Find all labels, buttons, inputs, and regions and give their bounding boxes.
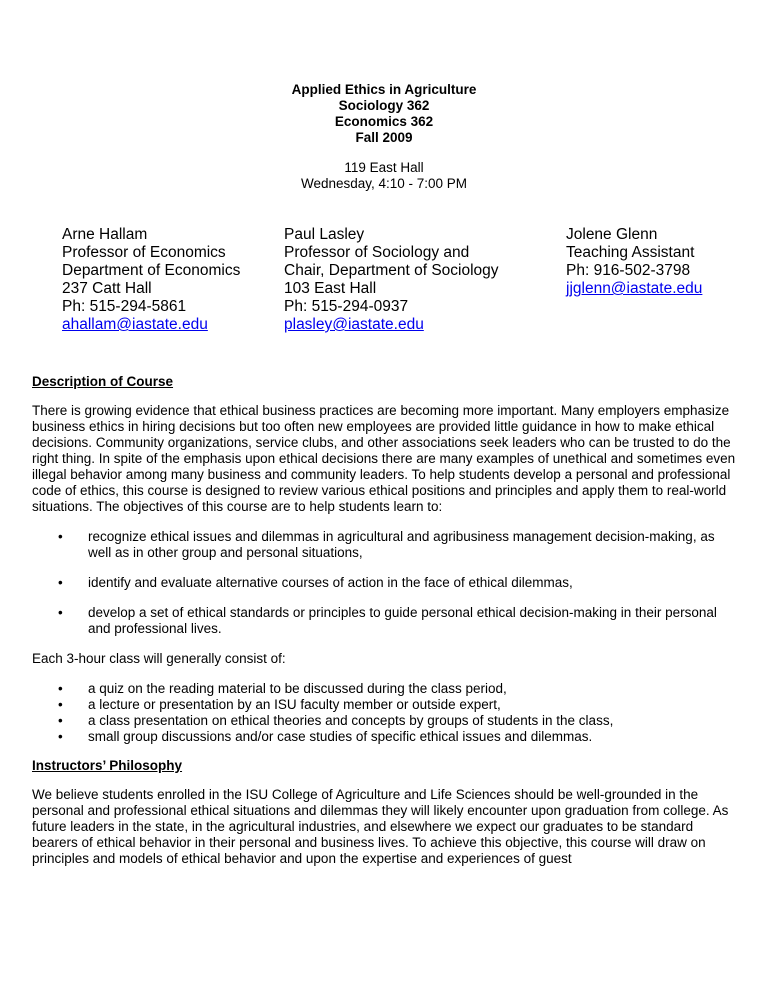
course-number-economics: Economics 362 (334, 114, 434, 129)
instructor-office: 237 Catt Hall (62, 280, 152, 297)
instructor-department: Chair, Department of Sociology (284, 262, 499, 279)
class-format-list (32, 681, 736, 745)
instructor-department: Department of Economics (62, 262, 241, 279)
syllabus-body (32, 374, 736, 867)
class-format-intro: Each 3-hour class will generally consist of: (32, 651, 286, 666)
instructor-name: Paul Lasley (284, 226, 365, 243)
list-item: • a class presentation on ethical theories and concepts by groups of students in the class, (32, 713, 736, 729)
list-item: • a quiz on the reading material to be discussed during the class period, (32, 681, 736, 697)
instructor-phone: Ph: 515-294-5861 (62, 298, 187, 315)
instructor-title: Professor of Sociology and (284, 244, 470, 261)
teaching-assistant-glenn (566, 226, 726, 298)
instructor-phone: Ph: 916-502-3798 (566, 262, 691, 279)
instructor-email-link[interactable]: plasley@iastate.edu (284, 316, 424, 333)
course-schedule: Wednesday, 4:10 - 7:00 PM (300, 176, 468, 191)
description-paragraph: There is growing evidence that ethical business practices are becoming more important. Many employers emphasize business ethics in hiring decisions but too often new employees are provided little guidance in how to make ethical decisions. Community organizations, service clubs, and other associations seek leaders who can be trusted to do the right thing. In spite of the emphasis upon ethical decisions there are many examples of unethical and sometimes even illegal behavior among many business and community leaders. To help students develop a personal and professional code of ethics, this course is designed to review various ethical positions and principles and apply them to real-world situations. The objectives of this course are to help students learn to: (32, 403, 736, 514)
course-room: 119 East Hall (344, 160, 424, 175)
instructor-hallam (62, 226, 262, 334)
course-term: Fall 2009 (355, 130, 413, 145)
objectives-list (32, 529, 736, 637)
description-heading: Description of Course (32, 374, 174, 389)
instructor-title: Teaching Assistant (566, 244, 695, 261)
list-item: • a lecture or presentation by an ISU faculty member or outside expert, (32, 697, 736, 713)
course-header (0, 82, 768, 192)
course-number-sociology: Sociology 362 (338, 98, 430, 113)
instructor-email-link[interactable]: jjglenn@iastate.edu (566, 280, 703, 297)
instructor-name: Jolene Glenn (566, 226, 658, 243)
course-title: Applied Ethics in Agriculture (291, 82, 477, 97)
list-item: • develop a set of ethical standards or principles to guide personal ethical decision-making in their personal and professional lives. (32, 605, 736, 637)
list-item: • identify and evaluate alternative courses of action in the face of ethical dilemmas, (32, 575, 736, 591)
list-item: • small group discussions and/or case studies of specific ethical issues and dilemmas. (32, 729, 736, 745)
instructor-office: 103 East Hall (284, 280, 377, 297)
list-item: • recognize ethical issues and dilemmas in agricultural and agribusiness management decision-making, as well as in other group and personal situations, (32, 529, 736, 561)
instructor-title: Professor of Economics (62, 244, 226, 261)
instructor-name: Arne Hallam (62, 226, 148, 243)
instructor-lasley (284, 226, 534, 334)
philosophy-paragraph: We believe students enrolled in the ISU College of Agriculture and Life Sciences should be well-grounded in the personal and professional ethical situations and dilemmas they will likely encounter upon graduation from college. As future leaders in the state, in the agricultural industries, and elsewhere we expect our graduates to be standard bearers of ethical behavior in their personal and business lives. To achieve this objective, this course will draw on principles and models of ethical behavior and upon the expertise and experiences of guest (32, 787, 729, 866)
philosophy-heading: Instructors’ Philosophy (32, 758, 183, 773)
instructor-phone: Ph: 515-294-0937 (284, 298, 409, 315)
instructor-email-link[interactable]: ahallam@iastate.edu (62, 316, 208, 333)
